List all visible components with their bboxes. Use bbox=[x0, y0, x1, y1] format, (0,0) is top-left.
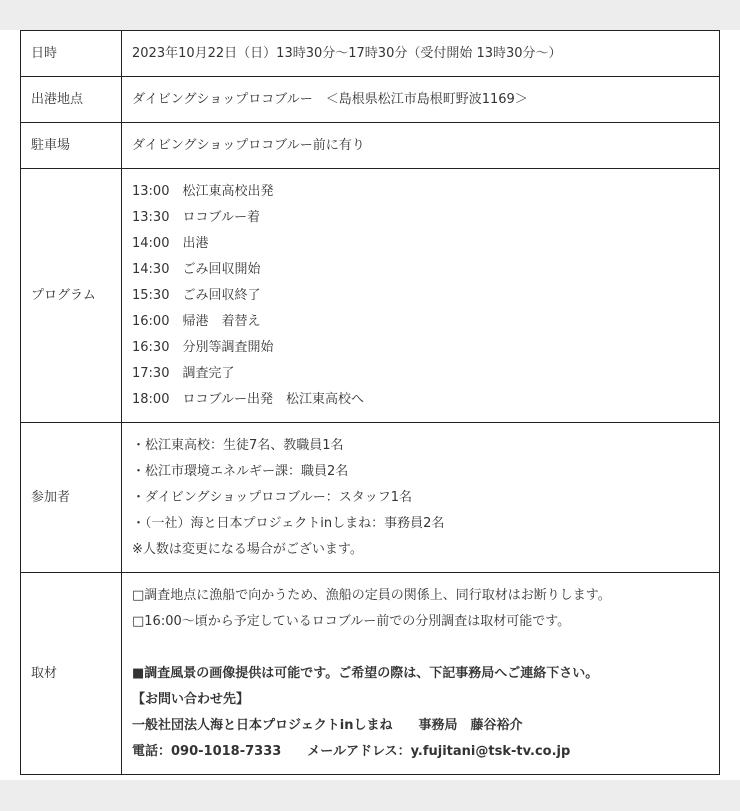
program-item: 15:30 ごみ回収終了 bbox=[132, 287, 261, 303]
coverage-note: □16:00～頃から予定しているロコブルー前での分別調査は取材可能です。 bbox=[132, 613, 571, 629]
program-item: 16:30 分別等調査開始 bbox=[132, 339, 274, 355]
contact-phone-email: 電話：090-1018-7333 メールアドレス：y.fujitani@tsk-tv.co.jp bbox=[132, 743, 571, 759]
datetime-value: 2023年10月22日（日）13時30分～17時30分（受付開始 13時30分～） bbox=[122, 31, 720, 77]
row-participants bbox=[21, 423, 720, 573]
contact-heading: 【お問い合わせ先】 bbox=[132, 691, 250, 707]
participants-value bbox=[122, 423, 720, 573]
departure-value: ダイビングショップロコブルー ＜島根県松江市島根町野波1169＞ bbox=[122, 77, 720, 123]
parking-label: 駐車場 bbox=[21, 123, 122, 169]
program-item: 18:00 ロコブルー出発 松江東高校へ bbox=[132, 391, 364, 407]
row-parking bbox=[21, 123, 720, 169]
participant-item: ・ダイビングショップロコブルー：スタッフ1名 bbox=[132, 489, 412, 505]
program-item: 13:30 ロコブルー着 bbox=[132, 209, 260, 225]
program-value bbox=[122, 169, 720, 423]
spacer bbox=[132, 635, 709, 661]
row-datetime bbox=[21, 31, 720, 77]
coverage-label: 取材 bbox=[21, 573, 122, 775]
row-departure bbox=[21, 77, 720, 123]
parking-value: ダイビングショップロコブルー前に有り bbox=[122, 123, 720, 169]
participant-note: ※人数は変更になる場合がございます。 bbox=[132, 541, 363, 557]
coverage-note: □調査地点に漁船で向かうため、漁船の定員の関係上、同行取材はお断りします。 bbox=[132, 587, 611, 603]
row-coverage bbox=[21, 573, 720, 775]
program-item: 13:00 松江東高校出発 bbox=[132, 183, 274, 199]
departure-label: 出港地点 bbox=[21, 77, 122, 123]
program-item: 16:00 帰港 着替え bbox=[132, 313, 261, 329]
contact-organization: 一般社団法人海と日本プロジェクトinしまね 事務局 藤谷裕介 bbox=[132, 717, 523, 733]
program-label: プログラム bbox=[21, 169, 122, 423]
document-sheet bbox=[0, 30, 740, 780]
coverage-value bbox=[122, 573, 720, 775]
program-item: 14:30 ごみ回収開始 bbox=[132, 261, 261, 277]
program-item: 14:00 出港 bbox=[132, 235, 209, 251]
participants-label: 参加者 bbox=[21, 423, 122, 573]
event-info-table bbox=[20, 30, 720, 775]
coverage-image-note: ■調査風景の画像提供は可能です。ご希望の際は、下記事務局へご連絡下さい。 bbox=[132, 665, 599, 681]
program-item: 17:30 調査完了 bbox=[132, 365, 235, 381]
datetime-label: 日時 bbox=[21, 31, 122, 77]
participant-item: ・松江市環境エネルギー課：職員2名 bbox=[132, 463, 349, 479]
participant-item: ・（一社）海と日本プロジェクトinしまね：事務員2名 bbox=[132, 515, 445, 531]
participant-item: ・松江東高校：生徒7名、教職員1名 bbox=[132, 437, 344, 453]
row-program bbox=[21, 169, 720, 423]
